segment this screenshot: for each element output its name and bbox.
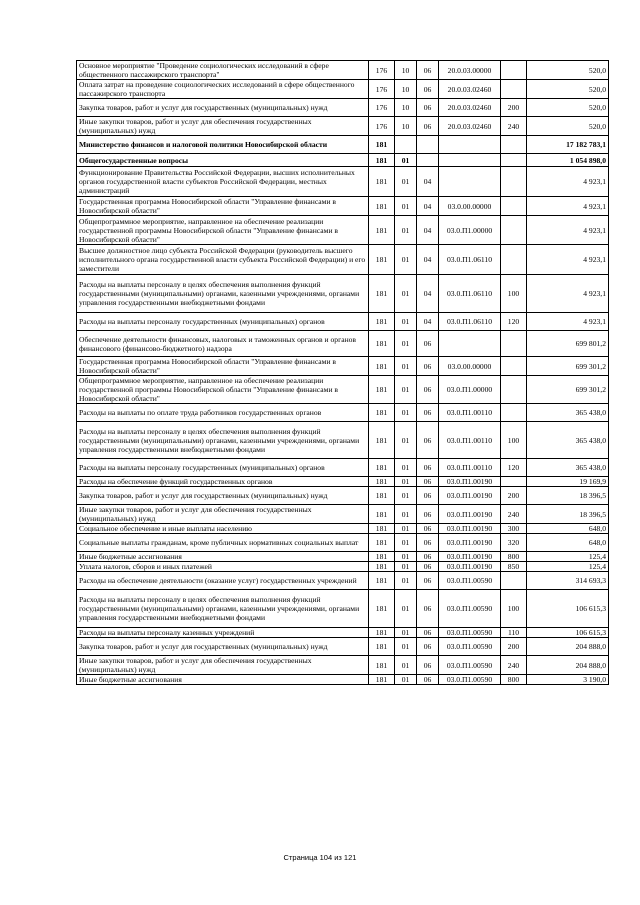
- cell-rz: 01: [395, 552, 417, 562]
- table-row: [77, 275, 609, 313]
- cell-pr: 06: [417, 376, 439, 404]
- cell-ved: 181: [369, 422, 395, 459]
- cell-rz: 01: [395, 477, 417, 487]
- cell-name: Закупка товаров, работ и услуг для государственных (муниципальных) нужд: [77, 487, 369, 505]
- table-row: [77, 675, 609, 685]
- table-row: [77, 552, 609, 562]
- cell-ved: 181: [369, 245, 395, 275]
- cell-csr: [439, 136, 501, 154]
- cell-name: Закупка товаров, работ и услуг для государственных (муниципальных) нужд: [77, 99, 369, 117]
- cell-pr: 06: [417, 572, 439, 590]
- cell-ved: 181: [369, 524, 395, 534]
- cell-pr: 06: [417, 80, 439, 99]
- cell-sum: 4 923,1: [527, 313, 609, 331]
- cell-vr: 240: [501, 505, 527, 524]
- cell-ved: 181: [369, 376, 395, 404]
- cell-ved: 181: [369, 590, 395, 628]
- cell-vr: 120: [501, 313, 527, 331]
- cell-csr: 03.0.П1.00110: [439, 404, 501, 422]
- cell-vr: 100: [501, 422, 527, 459]
- cell-name: Расходы на обеспечение деятельности (оказание услуг) государственных учреждений: [77, 572, 369, 590]
- cell-sum: 520,0: [527, 117, 609, 136]
- cell-rz: 01: [395, 331, 417, 357]
- cell-vr: 240: [501, 656, 527, 675]
- cell-vr: [501, 331, 527, 357]
- cell-rz: [395, 136, 417, 154]
- cell-vr: [501, 80, 527, 99]
- cell-pr: 06: [417, 675, 439, 685]
- table-row: [77, 524, 609, 534]
- cell-ved: 181: [369, 628, 395, 638]
- table-row: [77, 357, 609, 376]
- cell-name: Министерство финансов и налоговой политики Новосибирской области: [77, 136, 369, 154]
- cell-pr: [417, 136, 439, 154]
- cell-csr: 03.0.П1.00190: [439, 562, 501, 572]
- table-row: [77, 477, 609, 487]
- cell-ved: 181: [369, 357, 395, 376]
- cell-ved: 181: [369, 675, 395, 685]
- cell-pr: [417, 154, 439, 167]
- cell-pr: 06: [417, 656, 439, 675]
- table-row: [77, 628, 609, 638]
- cell-csr: 20.0.03.02460: [439, 117, 501, 136]
- cell-sum: 365 438,0: [527, 422, 609, 459]
- budget-table: [76, 60, 609, 685]
- cell-ved: 181: [369, 562, 395, 572]
- cell-rz: 01: [395, 628, 417, 638]
- cell-name: Расходы на выплаты по оплате труда работников государственных органов: [77, 404, 369, 422]
- cell-pr: 06: [417, 331, 439, 357]
- cell-vr: 800: [501, 552, 527, 562]
- cell-vr: [501, 572, 527, 590]
- cell-pr: 06: [417, 99, 439, 117]
- cell-rz: 01: [395, 275, 417, 313]
- cell-rz: 01: [395, 524, 417, 534]
- cell-vr: [501, 357, 527, 376]
- cell-rz: 10: [395, 117, 417, 136]
- table-row: [77, 638, 609, 656]
- cell-name: Общепрограммное мероприятие, направленное на обеспечение реализации государственной программы Новосибирской области "Управление финансами в Новосибирской области": [77, 216, 369, 245]
- cell-sum: 520,0: [527, 99, 609, 117]
- cell-vr: 320: [501, 534, 527, 552]
- cell-ved: 181: [369, 505, 395, 524]
- table-row: [77, 331, 609, 357]
- table-row: [77, 422, 609, 459]
- cell-csr: 20.0.03.02460: [439, 99, 501, 117]
- cell-sum: 314 693,3: [527, 572, 609, 590]
- cell-pr: 06: [417, 524, 439, 534]
- cell-name: Оплата затрат на проведение социологических исследований в сфере общественного пассажирского транспорта: [77, 80, 369, 99]
- cell-name: Общегосударственные вопросы: [77, 154, 369, 167]
- cell-ved: 181: [369, 331, 395, 357]
- cell-vr: 100: [501, 590, 527, 628]
- cell-name: Общепрограммное мероприятие, направленное на обеспечение реализации государственной программы Новосибирской области "Управление финансами в Новосибирской области": [77, 376, 369, 404]
- cell-csr: 03.0.П1.00190: [439, 534, 501, 552]
- cell-name: Расходы на выплаты персоналу в целях обеспечения выполнения функций государственными (муниципальными) органами, казенными учреждениями, органами управления государственными внебюджетными фондами: [77, 275, 369, 313]
- cell-ved: 181: [369, 638, 395, 656]
- table-row: [77, 117, 609, 136]
- cell-name: Социальные выплаты гражданам, кроме публичных нормативных социальных выплат: [77, 534, 369, 552]
- cell-name: Расходы на выплаты персоналу государственных (муниципальных) органов: [77, 459, 369, 477]
- cell-sum: 365 438,0: [527, 459, 609, 477]
- cell-csr: 03.0.П1.00190: [439, 524, 501, 534]
- cell-csr: 03.0.П1.00590: [439, 675, 501, 685]
- cell-rz: 01: [395, 197, 417, 216]
- cell-pr: 06: [417, 590, 439, 628]
- table-row: [77, 562, 609, 572]
- cell-csr: 20.0.03.00000: [439, 61, 501, 80]
- cell-csr: 03.0.П1.00110: [439, 459, 501, 477]
- cell-pr: 06: [417, 628, 439, 638]
- table-row: [77, 245, 609, 275]
- cell-pr: 06: [417, 552, 439, 562]
- cell-name: Социальное обеспечение и иные выплаты населению: [77, 524, 369, 534]
- cell-pr: 04: [417, 197, 439, 216]
- cell-vr: [501, 404, 527, 422]
- cell-csr: 03.0.П1.06110: [439, 313, 501, 331]
- cell-vr: [501, 376, 527, 404]
- cell-rz: 01: [395, 459, 417, 477]
- cell-name: Иные закупки товаров, работ и услуг для обеспечения государственных (муниципальных) нужд: [77, 505, 369, 524]
- cell-vr: [501, 167, 527, 197]
- cell-name: Расходы на выплаты персоналу государственных (муниципальных) органов: [77, 313, 369, 331]
- cell-rz: 01: [395, 216, 417, 245]
- cell-name: Обеспечение деятельности финансовых, налоговых и таможенных органов и органов финансового (финансово-бюджетного) надзора: [77, 331, 369, 357]
- cell-name: Расходы на выплаты персоналу казенных учреждений: [77, 628, 369, 638]
- cell-pr: 06: [417, 562, 439, 572]
- cell-sum: 4 923,1: [527, 167, 609, 197]
- cell-pr: 06: [417, 61, 439, 80]
- cell-pr: 06: [417, 487, 439, 505]
- cell-name: Иные бюджетные ассигнования: [77, 675, 369, 685]
- cell-name: Расходы на выплаты персоналу в целях обеспечения выполнения функций государственными (муниципальными) органами, казенными учреждениями, органами управления государственными внебюджетными фондами: [77, 590, 369, 628]
- cell-sum: 18 396,5: [527, 487, 609, 505]
- cell-csr: 03.0.П1.00190: [439, 552, 501, 562]
- table-row: [77, 197, 609, 216]
- cell-pr: 06: [417, 505, 439, 524]
- cell-vr: 240: [501, 117, 527, 136]
- table-row: [77, 459, 609, 477]
- cell-pr: 06: [417, 117, 439, 136]
- cell-rz: 01: [395, 562, 417, 572]
- cell-ved: 181: [369, 275, 395, 313]
- cell-ved: 176: [369, 99, 395, 117]
- cell-pr: 04: [417, 216, 439, 245]
- cell-name: Расходы на обеспечение функций государственных органов: [77, 477, 369, 487]
- cell-vr: 300: [501, 524, 527, 534]
- cell-csr: 03.0.П1.00000: [439, 376, 501, 404]
- cell-rz: 01: [395, 675, 417, 685]
- cell-csr: [439, 331, 501, 357]
- table-row: [77, 154, 609, 167]
- cell-csr: [439, 167, 501, 197]
- cell-csr: [439, 154, 501, 167]
- cell-sum: 125,4: [527, 562, 609, 572]
- cell-csr: 03.0.00.00000: [439, 357, 501, 376]
- cell-name: Функционирование Правительства Российской Федерации, высших исполнительных органов государственной власти субъектов Российской Федерации, местных администраций: [77, 167, 369, 197]
- cell-ved: 181: [369, 167, 395, 197]
- cell-vr: 200: [501, 638, 527, 656]
- table-row: [77, 404, 609, 422]
- cell-rz: 01: [395, 487, 417, 505]
- cell-sum: 17 182 783,1: [527, 136, 609, 154]
- cell-csr: 03.0.П1.00590: [439, 572, 501, 590]
- table-row: [77, 99, 609, 117]
- table-row: [77, 61, 609, 80]
- cell-sum: 699 301,2: [527, 357, 609, 376]
- cell-ved: 181: [369, 477, 395, 487]
- cell-ved: 176: [369, 117, 395, 136]
- cell-vr: [501, 154, 527, 167]
- table-row: [77, 487, 609, 505]
- cell-csr: 03.0.П1.00000: [439, 216, 501, 245]
- cell-csr: 03.0.00.00000: [439, 197, 501, 216]
- cell-csr: 03.0.П1.00190: [439, 487, 501, 505]
- table-row: [77, 572, 609, 590]
- cell-csr: 03.0.П1.00590: [439, 638, 501, 656]
- cell-pr: 04: [417, 313, 439, 331]
- cell-name: Уплата налогов, сборов и иных платежей: [77, 562, 369, 572]
- cell-sum: 4 923,1: [527, 197, 609, 216]
- cell-rz: 01: [395, 656, 417, 675]
- table-row: [77, 376, 609, 404]
- cell-pr: 06: [417, 477, 439, 487]
- cell-ved: 181: [369, 216, 395, 245]
- cell-vr: 110: [501, 628, 527, 638]
- cell-rz: 10: [395, 99, 417, 117]
- cell-sum: 520,0: [527, 61, 609, 80]
- cell-rz: 01: [395, 245, 417, 275]
- cell-pr: 04: [417, 167, 439, 197]
- cell-rz: 01: [395, 534, 417, 552]
- cell-sum: 520,0: [527, 80, 609, 99]
- page-number-footer: Страница 104 из 121: [283, 853, 357, 862]
- cell-sum: 3 190,0: [527, 675, 609, 685]
- cell-vr: [501, 61, 527, 80]
- cell-name: Высшее должностное лицо субъекта Российской Федерации (руководитель высшего исполнительного органа государственной власти субъекта Российской Федерации) и его заместители: [77, 245, 369, 275]
- cell-sum: 4 923,1: [527, 275, 609, 313]
- cell-vr: [501, 216, 527, 245]
- cell-ved: 181: [369, 197, 395, 216]
- cell-pr: 06: [417, 638, 439, 656]
- table-body: [77, 61, 609, 685]
- cell-sum: 648,0: [527, 534, 609, 552]
- cell-vr: [501, 245, 527, 275]
- table-row: [77, 80, 609, 99]
- table-row: [77, 216, 609, 245]
- cell-sum: 648,0: [527, 524, 609, 534]
- cell-name: Расходы на выплаты персоналу в целях обеспечения выполнения функций государственными (муниципальными) органами, казенными учреждениями, органами управления государственными внебюджетными фондами: [77, 422, 369, 459]
- cell-ved: 181: [369, 313, 395, 331]
- cell-sum: 125,4: [527, 552, 609, 562]
- cell-rz: 01: [395, 313, 417, 331]
- table-row: [77, 167, 609, 197]
- cell-pr: 06: [417, 404, 439, 422]
- cell-vr: 200: [501, 487, 527, 505]
- cell-vr: 800: [501, 675, 527, 685]
- cell-vr: [501, 477, 527, 487]
- cell-rz: 01: [395, 505, 417, 524]
- cell-name: Иные бюджетные ассигнования: [77, 552, 369, 562]
- cell-rz: 10: [395, 80, 417, 99]
- cell-sum: 365 438,0: [527, 404, 609, 422]
- cell-pr: 06: [417, 534, 439, 552]
- cell-rz: 01: [395, 154, 417, 167]
- cell-sum: 4 923,1: [527, 216, 609, 245]
- cell-csr: 03.0.П1.00190: [439, 505, 501, 524]
- cell-pr: 06: [417, 459, 439, 477]
- table-row: [77, 534, 609, 552]
- cell-rz: 01: [395, 376, 417, 404]
- cell-csr: 20.0.03.02460: [439, 80, 501, 99]
- cell-ved: 181: [369, 552, 395, 562]
- cell-ved: 181: [369, 487, 395, 505]
- cell-ved: 181: [369, 534, 395, 552]
- cell-name: Государственная программа Новосибирской области "Управление финансами в Новосибирской области": [77, 357, 369, 376]
- cell-rz: 01: [395, 357, 417, 376]
- table-row: [77, 656, 609, 675]
- cell-sum: 4 923,1: [527, 245, 609, 275]
- table-row: [77, 313, 609, 331]
- cell-pr: 06: [417, 357, 439, 376]
- cell-ved: 181: [369, 572, 395, 590]
- cell-ved: 181: [369, 459, 395, 477]
- table-row: [77, 136, 609, 154]
- cell-name: Иные закупки товаров, работ и услуг для обеспечения государственных (муниципальных) нужд: [77, 656, 369, 675]
- cell-pr: 04: [417, 275, 439, 313]
- cell-vr: 100: [501, 275, 527, 313]
- table-row: [77, 590, 609, 628]
- cell-csr: 03.0.П1.00110: [439, 422, 501, 459]
- cell-ved: 181: [369, 136, 395, 154]
- cell-pr: 06: [417, 422, 439, 459]
- cell-csr: 03.0.П1.00590: [439, 628, 501, 638]
- cell-sum: 699 301,2: [527, 376, 609, 404]
- cell-ved: 181: [369, 656, 395, 675]
- cell-name: Основное мероприятие "Проведение социологических исследований в сфере общественного пассажирского транспорта": [77, 61, 369, 80]
- cell-rz: 01: [395, 167, 417, 197]
- cell-ved: 181: [369, 404, 395, 422]
- cell-rz: 01: [395, 404, 417, 422]
- cell-sum: 1 054 898,0: [527, 154, 609, 167]
- cell-sum: 699 801,2: [527, 331, 609, 357]
- cell-sum: 18 396,5: [527, 505, 609, 524]
- cell-vr: 850: [501, 562, 527, 572]
- cell-vr: [501, 136, 527, 154]
- cell-ved: 176: [369, 61, 395, 80]
- cell-ved: 181: [369, 154, 395, 167]
- cell-sum: 106 615,3: [527, 590, 609, 628]
- cell-sum: 106 615,3: [527, 628, 609, 638]
- cell-sum: 19 169,9: [527, 477, 609, 487]
- cell-vr: 120: [501, 459, 527, 477]
- cell-rz: 01: [395, 422, 417, 459]
- cell-sum: 204 888,0: [527, 638, 609, 656]
- cell-csr: 03.0.П1.06110: [439, 245, 501, 275]
- cell-sum: 204 888,0: [527, 656, 609, 675]
- cell-name: Государственная программа Новосибирской области "Управление финансами в Новосибирской области": [77, 197, 369, 216]
- table-row: [77, 505, 609, 524]
- cell-rz: 10: [395, 61, 417, 80]
- cell-rz: 01: [395, 638, 417, 656]
- cell-rz: 01: [395, 590, 417, 628]
- cell-vr: [501, 197, 527, 216]
- cell-pr: 04: [417, 245, 439, 275]
- cell-vr: 200: [501, 99, 527, 117]
- cell-csr: 03.0.П1.00190: [439, 477, 501, 487]
- cell-ved: 176: [369, 80, 395, 99]
- cell-csr: 03.0.П1.00590: [439, 656, 501, 675]
- cell-rz: 01: [395, 572, 417, 590]
- cell-name: Закупка товаров, работ и услуг для государственных (муниципальных) нужд: [77, 638, 369, 656]
- cell-csr: 03.0.П1.06110: [439, 275, 501, 313]
- cell-name: Иные закупки товаров, работ и услуг для обеспечения государственных (муниципальных) нужд: [77, 117, 369, 136]
- cell-csr: 03.0.П1.00590: [439, 590, 501, 628]
